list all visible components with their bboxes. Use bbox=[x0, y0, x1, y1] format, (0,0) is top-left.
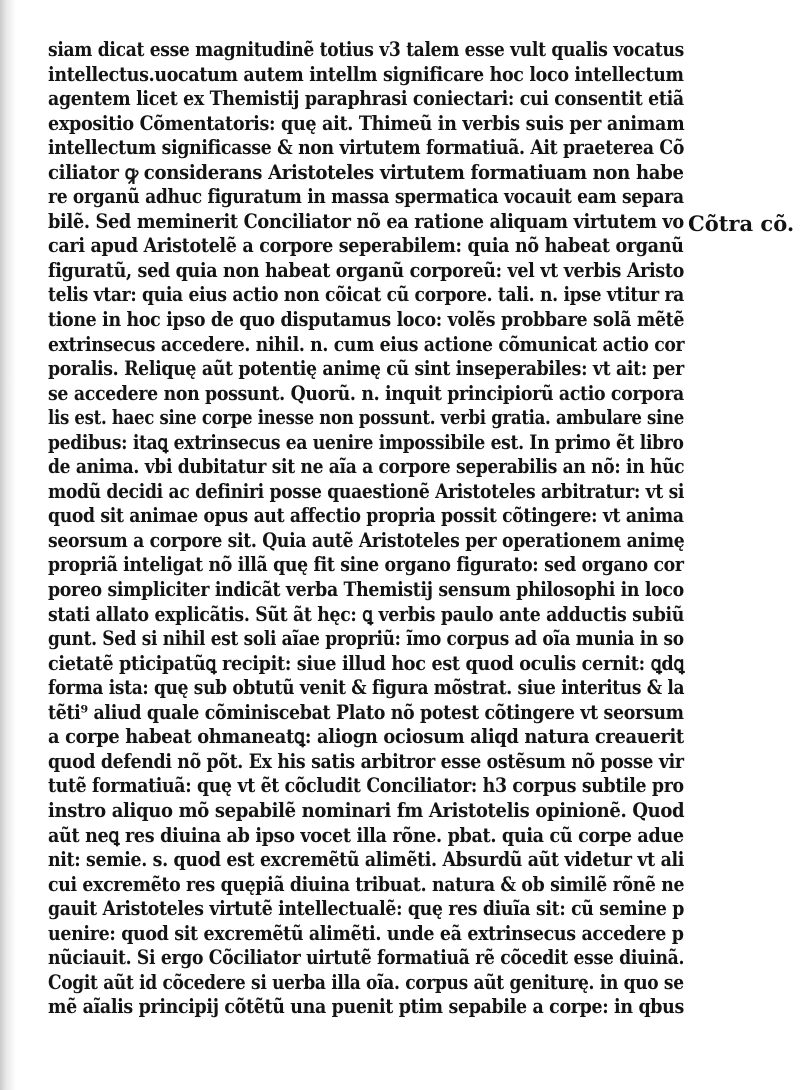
text-line: lis est. haec sine corpe inesse non possunt. verbi gratia. ambulare sine bbox=[48, 406, 684, 430]
text-line: bilẽ. Sed meminerit Conciliator nõ ea ratione aliquam virtutem vo bbox=[48, 209, 684, 233]
text-line: gunt. Sed si nihil est soli aĩae propriũ: ĩmo corpus ad oĩa munia in so bbox=[48, 627, 684, 651]
text-line: modũ decidi ac definiri posse quaestionẽ Aristoteles arbitratur: vt si bbox=[48, 479, 685, 503]
text-line: stati allato explicãtis. Sũt ãt hęc: ꝗ verbis paulo ante adductis subiũ bbox=[48, 602, 685, 626]
text-line: intellectus.uocatum autem intellm significare hoc loco intellectum bbox=[48, 62, 684, 86]
text-line: siam dicat esse magnitudinẽ totius v3 talem esse vult qualis vocatus bbox=[48, 38, 684, 61]
text-line: figuratũ, sed quia non habeat organũ corporeũ: vel vt verbis Aristo bbox=[48, 258, 684, 282]
text-line: se accedere non possunt. Quorũ. n. inquit principiorũ actio corpora bbox=[48, 381, 684, 405]
text-line: forma ista: quę sub obtutũ venit & figura mõstrat. siue interitus & la bbox=[48, 676, 685, 700]
text-line: mẽ aĩalis principij cõtẽtũ una puenit ptim sepabile a corpe: in qbus bbox=[48, 995, 684, 1019]
text-line: agentem licet ex Themistij paraphrasi coniectari: cui consentit etiã bbox=[48, 87, 684, 111]
text-line: quod defendi nõ põt. Ex his satis arbitror esse ostẽsum nõ posse vir bbox=[48, 749, 684, 773]
text-line: Cogit aũt id cõcedere si uerba illa oĩa. corpus aũt geniturę. in quo se bbox=[48, 970, 684, 994]
text-line: propriã inteligat nõ illã quę fit sine organo figurato: sed organo cor bbox=[48, 553, 684, 577]
text-line: ciliator ꝙ considerans Aristoteles virtutem formatiuam non habe bbox=[48, 160, 684, 184]
text-line: tutẽ formatiuã: quę vt ẽt cõcludit Conciliator: h3 corpus subtile pro bbox=[48, 774, 684, 798]
text-line: nit: semie. s. quod est excremẽtũ alimẽti. Absurdũ aũt videtur vt ali bbox=[48, 848, 685, 872]
text-line: telis vtar: quia eius actio non cõicat cũ corpore. tali. n. ipse vtitur ra bbox=[48, 283, 684, 307]
text-line: cietatẽ pticipatũꝗ recipit: siue illud hoc est quod oculis cernit: ꝗdꝗ bbox=[48, 651, 685, 675]
text-line: cui excremẽto res quępiã diuina tribuat. natura & ob similẽ rõnẽ ne bbox=[48, 872, 685, 896]
text-line: seorsum a corpore sit. Quia autẽ Aristoteles per operationem animę bbox=[48, 528, 685, 552]
text-line: poralis. Reliquę aũt potentię animę cũ sint inseperabiles: vt ait: per bbox=[48, 357, 684, 381]
text-line: tione in hoc ipso de quo disputamus loco: volẽs probbare solã mẽtẽ bbox=[48, 308, 685, 332]
body-text bbox=[48, 38, 684, 1020]
text-line: quod sit animae opus aut affectio propria possit cõtingere: vt anima bbox=[48, 504, 684, 528]
text-line: a corpe habeat ohmaneatꝗ: aliogn ociosum aliqd natura creauerit bbox=[48, 725, 684, 749]
text-line: intellectum significasse & non virtutem formatiuã. Ait praeterea Cõ bbox=[48, 136, 685, 160]
text-line: de anima. vbi dubitatur sit ne aĩa a corpore seperabilis an nõ: in hũc bbox=[48, 455, 685, 479]
text-line: re organũ adhuc figuratum in massa spermatica vocauit eam separa bbox=[48, 185, 684, 209]
text-line: extrinsecus accedere. nihil. n. cum eius actione cõmunicat actio cor bbox=[48, 332, 685, 356]
text-line: aũt neꝗ res diuina ab ipso vocet illa rõne. pbat. quia cũ corpe adue bbox=[48, 823, 684, 847]
text-line: nũciauit. Si ergo Cõciliator uirtutẽ formatiuã rẽ cõcedit esse diuinã. bbox=[48, 946, 685, 970]
text-line: poreo simpliciter indicãt verba Themistij sensum philosophi in loco bbox=[48, 578, 684, 602]
text-line: uenire: quod sit excremẽtũ alimẽti. unde eã extrinsecus accedere p bbox=[48, 921, 684, 945]
marginal-note: Cõtra cõ. bbox=[688, 211, 795, 236]
text-line: pedibus: itaꝗ extrinsecus ea uenire impossibile est. In primo ẽt libro bbox=[48, 430, 684, 454]
text-line: cari apud Aristotelẽ a corpore seperabilem: quia nõ habeat organũ bbox=[48, 234, 684, 258]
text-line: tẽti⁹ aliud quale cõminiscebat Plato nõ potest cõtingere vt seorsum bbox=[48, 700, 684, 724]
text-line: instro aliquo mõ sepabilẽ nominari fm Aristotelis opinionẽ. Quod bbox=[48, 798, 685, 822]
text-line: gauit Aristoteles virtutẽ intellectualẽ: quę res diuĩa sit: cũ semine p bbox=[48, 897, 684, 921]
text-line: expositio Cõmentatoris: quę ait. Thimeũ in verbis suis per animam bbox=[48, 111, 685, 135]
